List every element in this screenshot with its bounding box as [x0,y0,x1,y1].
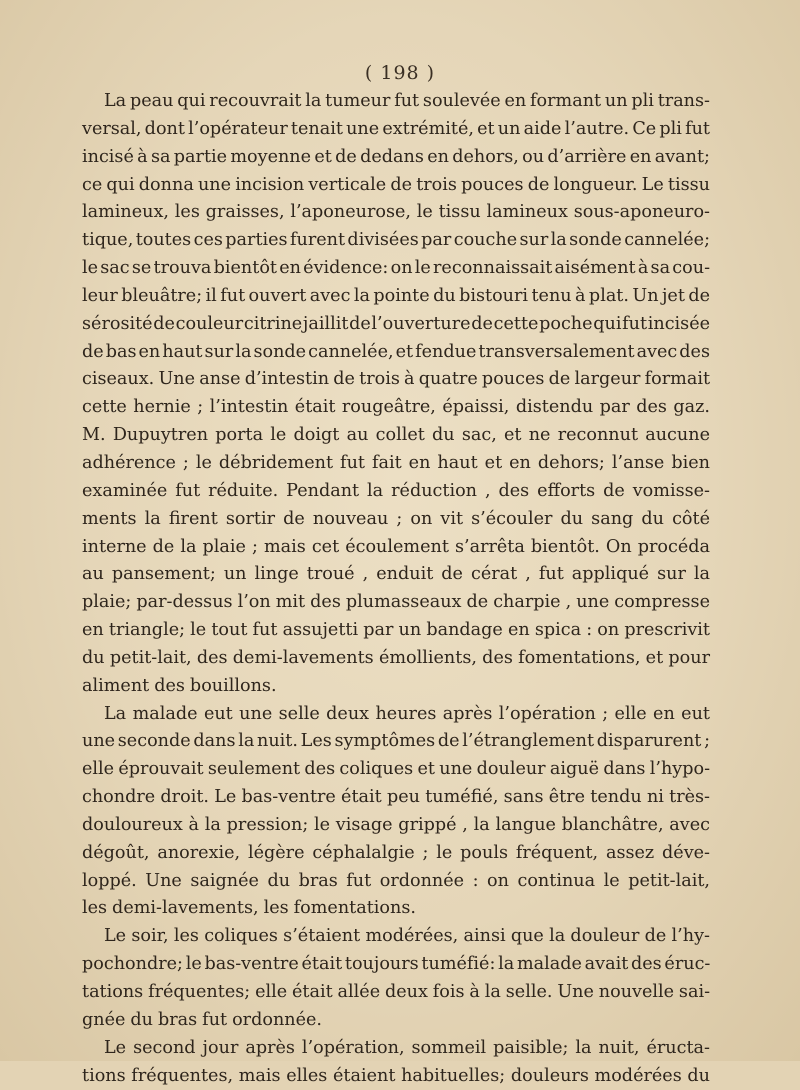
text-line: M. Dupuytren porta le doigt au collet du sac, et ne reconnut aucune [82,425,710,446]
text-line: gnée du bras fut ordonnée. [82,1009,323,1030]
text-line: dégoût, anorexie, légère céphalalgie ; le pouls fréquent, assez déve- [82,842,710,863]
text-line: adhérence ; le débridement fut fait en haut et en dehors; l’anse bien [82,452,710,473]
paragraph-aftermath [82,701,710,924]
text-line: tique, toutes ces parties furent divisées par couche sur la sonde cannelée; [82,230,710,251]
text-line: sérosité de couleur citrine jaillit de l’ouverture de cette poche qui fut incisée [82,313,711,334]
text-line: tions fréquentes, mais elles étaient habituelles; douleurs modérées du [82,1065,710,1086]
text-line: lamineux, les graisses, l’aponeurose, le tissu lamineux sous-aponeuro- [82,202,710,223]
text-line: plaie; par-dessus l’on mit des plumasseaux de charpie , une compresse [82,592,710,613]
text-line: cette hernie ; l’intestin était rougeâtre, épaissi, distendu par des gaz. [82,397,710,418]
page-number: ( 198 ) [364,62,436,84]
text-line: La malade eut une selle deux heures après l’opération ; elle en eut [104,703,710,724]
text-line: douloureux à la pression; le visage grippé , la langue blanchâtre, avec [82,814,710,835]
text-line: versal, dont l’opérateur tenait une extrémité, et un aide l’autre. Ce pli fut [82,118,711,139]
paragraph-second-day [82,1035,710,1090]
text-line: ce qui donna une incision verticale de trois pouces de longueur. Le tissu [82,174,710,195]
text-line: au pansement; un linge troué , enduit de cérat , fut appliqué sur la [82,564,710,585]
text-line: ciseaux. Une anse d’intestin de trois à quatre pouces de largeur formait [82,369,711,390]
text-line: La peau qui recouvrait la tumeur fut soulevée en formant un pli trans- [104,91,710,111]
body-text [82,88,710,1090]
text-line: Le second jour après l’opération, sommeil paisible; la nuit, éructa- [104,1037,710,1058]
text-line: leur bleuâtre; il fut ouvert avec la pointe du bistouri tenu à plat. Un jet de [82,285,710,306]
text-line: tations fréquentes; elle était allée deux fois à la selle. Une nouvelle sai- [82,982,711,1002]
text-line: loppé. Une saignée du bras fut ordonnée : on continua le petit-lait, [82,870,710,891]
text-line: incisé à sa partie moyenne et de dedans en dehors, ou d’arrière en avant; [82,146,710,167]
text-line: Le soir, les coliques s’étaient modérées, ainsi que la douleur de l’hy- [104,926,710,947]
text-line: pochondre; le bas-ventre était toujours tuméfié: la malade avait des éruc- [82,954,711,975]
text-line: aliment des bouillons. [82,675,277,696]
text-line: du petit-lait, des demi-lavements émollients, des fomentations, et pour [82,647,710,668]
text-line: chondre droit. Le bas-ventre était peu tuméfié, sans être tendu ni très- [82,787,710,808]
text-line: examinée fut réduite. Pendant la réduction , des efforts de vomisse- [82,480,710,501]
text-line: les demi-lavements, les fomentations. [82,898,416,919]
paragraph-evening [82,923,710,1034]
paragraph-operation [82,88,710,701]
text-line: le sac se trouva bientôt en évidence: on le reconnaissait aisément à sa cou- [82,258,711,279]
text-line: une seconde dans la nuit. Les symptômes de l’étranglement disparurent ; [82,731,710,752]
text-line: ments la firent sortir de nouveau ; on vit s’écouler du sang du côté [82,508,710,529]
text-line: elle éprouvait seulement des coliques et une douleur aiguë dans l’hypo- [82,759,711,780]
text-line: interne de la plaie ; mais cet écoulement s’arrêta bientôt. On procéda [82,536,710,557]
text-line: de bas en haut sur la sonde cannelée, et fendue transversalement avec des [82,341,710,362]
text-line: en triangle; le tout fut assujetti par un bandage en spica : on prescrivit [82,620,710,641]
